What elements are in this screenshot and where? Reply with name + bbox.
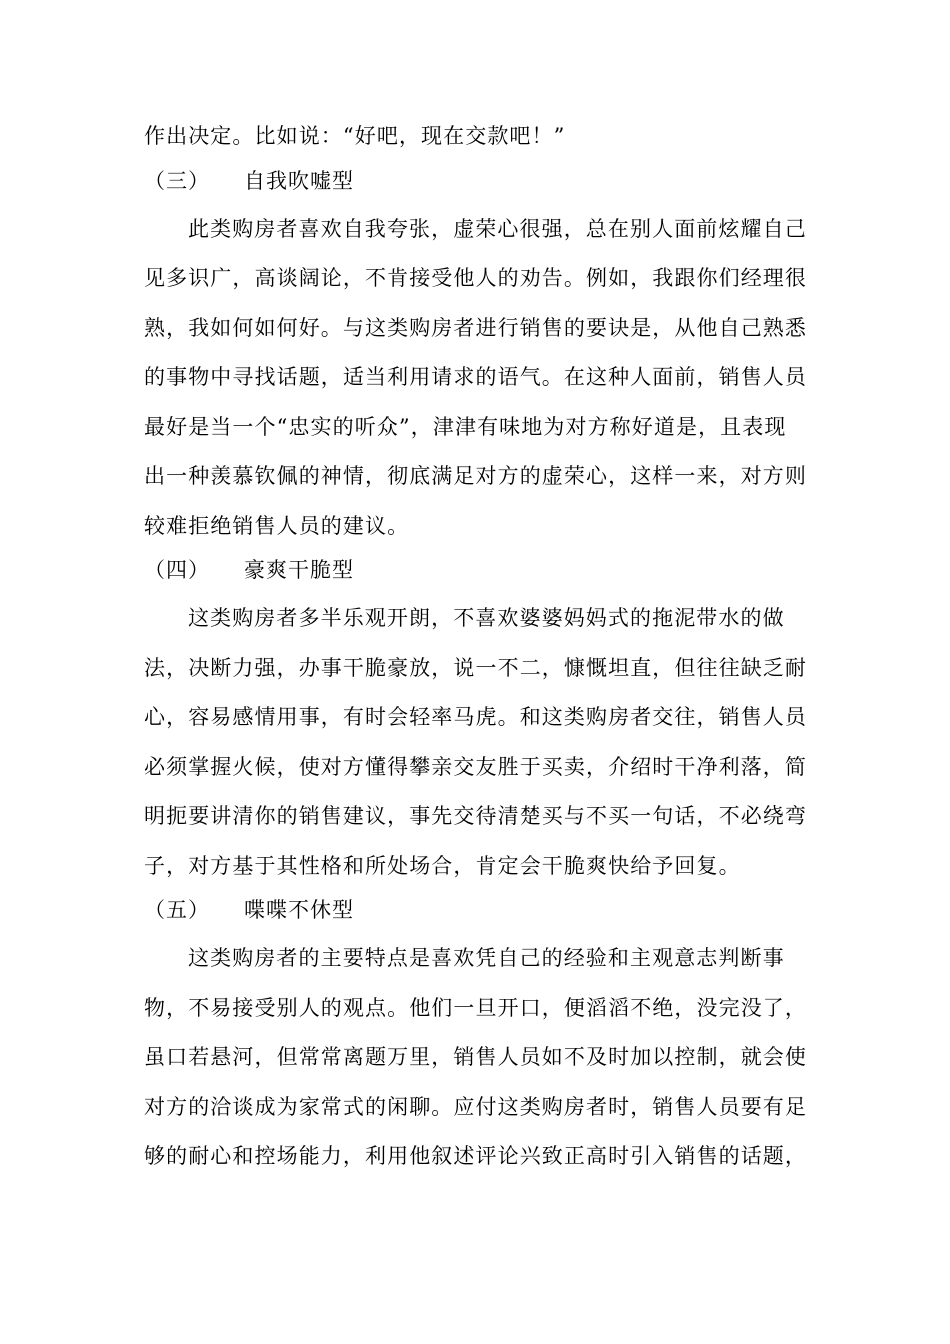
paragraph-line: 明扼要讲清你的销售建议，事先交待清楚买与不买一句话，不必绕弯 [144,804,807,828]
opening-line: 作出决定。比如说：“好吧，现在交款吧！” [144,124,566,148]
section-title: 喋喋不休型 [244,898,354,922]
paragraph-line: 见多识广，高谈阔论，不肯接受他人的劝告。例如，我跟你们经理很 [144,266,807,290]
paragraph-line: 物，不易接受别人的观点。他们一旦开口，便滔滔不绝，没完没了， [144,995,807,1020]
section-title: 自我吹嘘型 [244,168,354,193]
paragraph-line: 这类购房者多半乐观开朗，不喜欢婆婆妈妈式的拖泥带水的做 [188,606,785,630]
paragraph-line: 的事物中寻找话题，适当利用请求的语气。在这种人面前，销售人员 [144,365,807,389]
paragraph-line: 出一种羡慕钦佩的神情，彻底满足对方的虚荣心，这样一来，对方则 [144,464,807,488]
section-title: 豪爽干脆型 [244,558,354,582]
section-heading [144,551,816,590]
paragraph-line: 较难拒绝销售人员的建议。 [144,513,410,538]
paragraph-line: 虽口若悬河，但常常离题万里，销售人员如不及时加以控制，就会使 [144,1045,807,1069]
document-page [144,112,816,1182]
section-heading [144,162,816,201]
paragraph-line: 够的耐心和控场能力，利用他叙述评论兴致正高时引入销售的话题， [144,1144,807,1168]
paragraph-line: 此类购房者喜欢自我夸张，虚荣心很强，总在别人面前炫耀自己 [188,216,807,241]
section-paragraph [144,594,816,891]
section-paragraph [144,934,816,1182]
paragraph-line: 子，对方基于其性格和所处场合，肯定会干脆爽快给予回复。 [144,853,741,878]
paragraph-line: 必须掌握火候，使对方懂得攀亲交友胜于买卖，介绍时干净利落，简 [144,754,807,779]
paragraph-line: 最好是当一个“忠实的听众”，津津有味地为对方称好道是，且表现 [144,414,787,439]
section-number: （五） [144,898,210,922]
paragraph-line: 这类购房者的主要特点是喜欢凭自己的经验和主观意志判断事 [188,946,785,970]
section-number: （四） [144,558,210,582]
section-paragraph [144,205,816,552]
paragraph-line: 法，决断力强，办事干脆豪放，说一不二，慷慨坦直，但往往缺乏耐 [144,655,807,680]
paragraph-line: 对方的洽谈成为家常式的闲聊。应付这类购房者时，销售人员要有足 [144,1094,807,1119]
paragraph-line: 心，容易感情用事，有时会轻率马虎。和这类购房者交往，销售人员 [144,705,807,729]
section-number: （三） [144,168,210,193]
section-heading [144,891,816,930]
paragraph-line: 熟，我如何如何好。与这类购房者进行销售的要诀是，从他自己熟悉 [144,315,807,340]
